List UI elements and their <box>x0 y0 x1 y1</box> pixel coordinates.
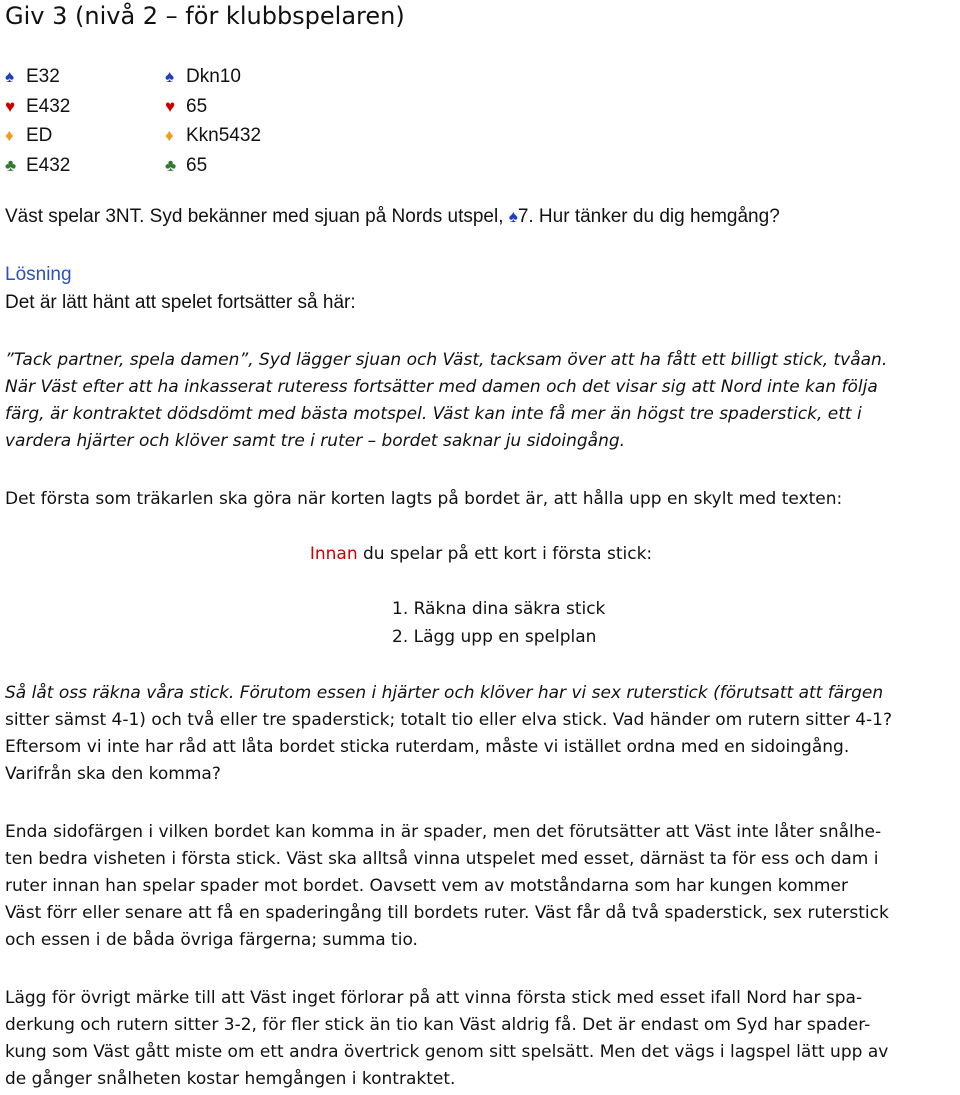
para-line: derkung och rutern sitter 3-2, för fler stick än tio kan Väst aldrig få. Det är endast om Syd har spader- <box>5 1015 871 1035</box>
west-spades: E32 <box>26 66 60 87</box>
solution-link[interactable]: Lösning <box>5 264 72 285</box>
heart-icon: ♥ <box>165 96 176 116</box>
spade-icon: ♠ <box>508 207 518 226</box>
diamond-icon: ♦ <box>165 126 174 145</box>
para-line: kung som Väst gått miste om ett andra övertrick genom sitt spelsätt. Men det vägs i lagspel lätt upp av <box>5 1042 889 1062</box>
sign-item: 2. Lägg upp en spelplan <box>392 627 597 647</box>
sign-intro: Det första som träkarlen ska göra när korten lagts på bordet är, att hålla upp en skylt med texten: <box>5 489 843 509</box>
para-line-text: Så låt oss räkna våra stick. Förutom essen i hjärter och klöver har vi sex ruterstick (förutsatt att färgen <box>5 683 884 703</box>
quote-line: färg, är kontraktet dödsdömt med bästa motspel. Väst kan inte få mer än högst tre spaderstick, ett i <box>5 404 862 424</box>
diamond-icon: ♦ <box>5 126 14 145</box>
question-text-b: 7. Hur tänker du dig hemgång? <box>517 206 780 227</box>
club-icon: ♣ <box>5 155 17 175</box>
east-diamonds-row <box>165 121 261 151</box>
spade-icon: ♠ <box>165 67 175 86</box>
para-line: ten bedra visheten i första stick. Väst ska alltså vinna utspelet med esset, därnäst ta för ess och dam i <box>5 849 879 869</box>
east-clubs-row <box>165 151 261 181</box>
quote-line: När Väst efter att ha inkasserat ruteress fortsätter med damen och det visar sig att Nord inte kan följa <box>5 377 878 397</box>
para-line: och essen i de båda övriga färgerna; summa tio. <box>5 930 418 950</box>
question <box>5 206 957 228</box>
east-diamonds: Kkn5432 <box>186 125 262 146</box>
para-line: Enda sidofärgen i vilken bordet kan komma in är spader, men det förutsätter att Väst inte låter snålhe- <box>5 822 882 842</box>
east-hearts: 65 <box>186 95 208 117</box>
para-line: Väst förr eller senare att få en spaderingång till bordets ruter. Väst får då två spaderstick, sex ruterstick <box>5 903 889 923</box>
para-line: Lägg för övrigt märke till att Väst inget förlorar på att vinna första stick med esset ifall Nord har spa- <box>5 988 863 1008</box>
heart-icon: ♥ <box>5 96 16 116</box>
sign-item: 1. Räkna dina säkra stick <box>392 599 606 619</box>
para-line: Varifrån ska den komma? <box>5 764 221 784</box>
east-hearts-row <box>165 92 261 122</box>
west-spades-row <box>5 62 70 92</box>
para-line <box>5 683 957 703</box>
east-clubs: 65 <box>186 154 208 176</box>
club-icon: ♣ <box>165 155 177 175</box>
para-line: de gånger snålheten kostar hemgången i kontraktet. <box>5 1069 456 1089</box>
sign-rest: du spelar på ett kort i första stick: <box>357 544 653 564</box>
west-diamonds: ED <box>26 125 53 146</box>
sign-highlight: Innan <box>309 544 358 564</box>
east-spades-row <box>165 62 261 92</box>
para-line: ruter innan han spelar spader mot bordet. Oavsett vem av motståndarna som har kungen kommer <box>5 876 848 896</box>
para-line: Eftersom vi inte har råd att låta bordet sticka ruterdam, måste vi istället ordna med en sidoingång. <box>5 737 850 757</box>
hand-west <box>5 62 70 180</box>
quote-line: vardera hjärter och klöver samt tre i ruter – bordet saknar ju sidoingång. <box>5 431 626 451</box>
para-line: sitter sämst 4-1) och två eller tre spaderstick; totalt tio eller elva stick. Vad händer om rutern sitter 4-1? <box>5 710 892 730</box>
west-clubs: E432 <box>26 154 71 176</box>
west-hearts-row <box>5 92 70 122</box>
question-text-a: Väst spelar 3NT. Syd bekänner med sjuan på Nords utspel, <box>5 206 509 227</box>
west-diamonds-row <box>5 121 70 151</box>
spade-icon: ♠ <box>5 67 15 86</box>
solution-intro: Det är lätt hänt att spelet fortsätter så här: <box>5 292 356 313</box>
sign-heading <box>5 544 957 564</box>
quote-line: ”Tack partner, spela damen”, Syd lägger sjuan och Väst, tacksam över att ha fått ett billigt stick, tvåan. <box>5 350 888 370</box>
west-clubs-row <box>5 151 70 181</box>
west-hearts: E432 <box>26 95 71 117</box>
page-title: Giv 3 (nivå 2 – för klubbspelaren) <box>5 2 405 30</box>
hand-east <box>165 62 261 180</box>
east-spades: Dkn10 <box>186 66 241 87</box>
